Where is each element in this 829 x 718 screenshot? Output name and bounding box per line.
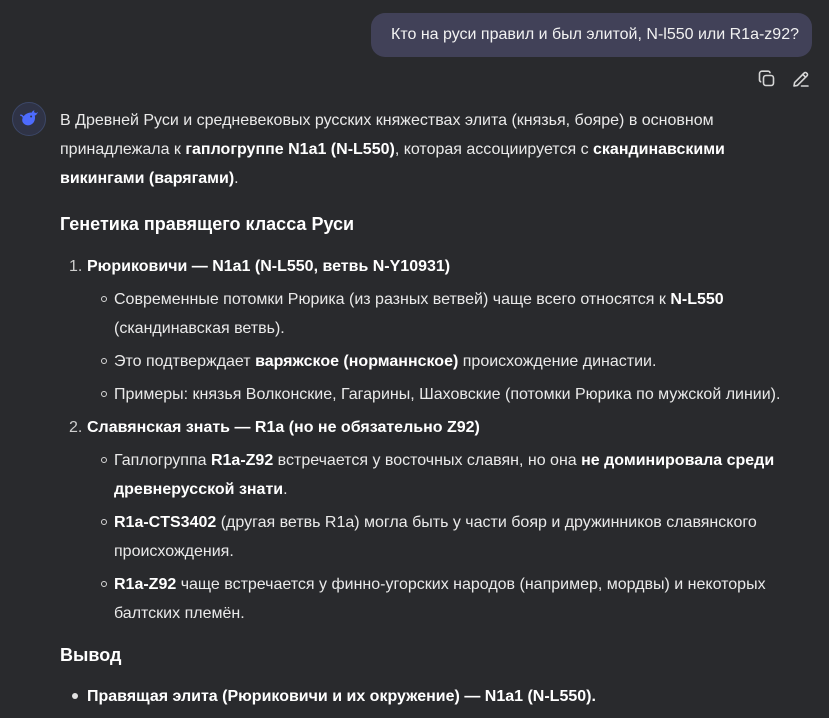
circle-bullet-icon [101,296,107,302]
text-run: . [234,170,239,187]
text-run: Это подтверждает [114,353,256,370]
numbered-list [60,252,800,628]
list-item [60,413,800,442]
whale-logo-icon [18,106,40,133]
sub-list-item [60,508,800,566]
text-run: . [283,481,288,498]
message-actions [756,68,812,90]
sub-list-container [60,285,800,409]
bold-run: гаплогруппе N1a1 (N-L550) [185,141,395,158]
user-message-bubble [371,13,812,57]
assistant-avatar [12,102,46,136]
bold-run: . [591,688,596,705]
text-run: Современные потомки Рюрика (из разных ветвей) чаще всего относятся к [114,291,671,308]
sub-list-item [60,285,800,343]
text-run: , которая ассоциируется с [394,141,594,158]
text-run: происхождение династии. [458,353,657,370]
circle-bullet-icon [101,581,107,587]
circle-bullet-icon [101,391,107,397]
text-run: Примеры: князья Волконские, Гагарины, Шаховские (потомки Рюрика по мужской линии). [114,386,781,403]
sub-list-container [60,446,800,628]
sub-list [60,446,800,628]
sub-list-item [60,570,800,628]
bullet-dot-icon [72,693,78,699]
text-run: (другая ветвь R1a) могла быть у части бояр и дружинников славянского происхождения. [114,514,757,560]
intro-paragraph [60,106,800,193]
conclusion-list [60,682,596,711]
assistant-answer [60,106,800,705]
sub-list-item [60,446,800,504]
copy-icon[interactable] [756,68,778,90]
bold-run: не доминировала среди древнерусской знати [114,452,775,498]
bold-run: N-L550 [670,291,724,308]
sub-list [60,285,800,409]
circle-bullet-icon [101,358,107,364]
conclusion-item [60,682,596,711]
text-run: Гаплогруппа [114,452,211,469]
bold-run: Правящая элита (Рюриковичи и их окружение) — N1a1 (N-L550) [87,688,592,705]
bold-run: R1a-Z92 [114,576,177,593]
list-item [60,252,800,281]
text-run: чаще встречается у финно-угорских народов (например, мордвы) и некоторых балтских племён. [114,576,766,622]
bold-run: R1a-CTS3402 [114,514,217,531]
text-run: В Древней Руси и средневековых русских княжествах элита (князья, бояре) в основном принадлежала к [60,112,714,158]
sub-list-item [60,380,800,409]
heading-conclusion: Вывод [60,645,122,665]
list-number: 1. [69,258,83,275]
heading-genetics: Генетика правящего класса Руси [60,214,355,234]
list-item-title: Славянская знать — R1a (но не обязательно Z92) [87,419,480,436]
list-number: 2. [69,419,83,436]
list-item-title: Рюриковичи — N1a1 (N-L550, ветвь N-Y10931) [87,258,451,275]
text-run: встречается у восточных славян, но она [273,452,582,469]
text-run: (скандинавская ветвь). [114,320,285,337]
bold-run: R1a-Z92 [210,452,274,469]
edit-icon[interactable] [790,68,812,90]
bold-run: варяжское (норманнское) [255,353,459,370]
circle-bullet-icon [101,519,107,525]
user-message-text: Кто на руси правил и был элитой, N-l550 или R1a-z92? [391,26,799,43]
sub-list-item [60,347,800,376]
circle-bullet-icon [101,457,107,463]
bold-run: скандинавскими викингами (варягами) [60,141,725,187]
